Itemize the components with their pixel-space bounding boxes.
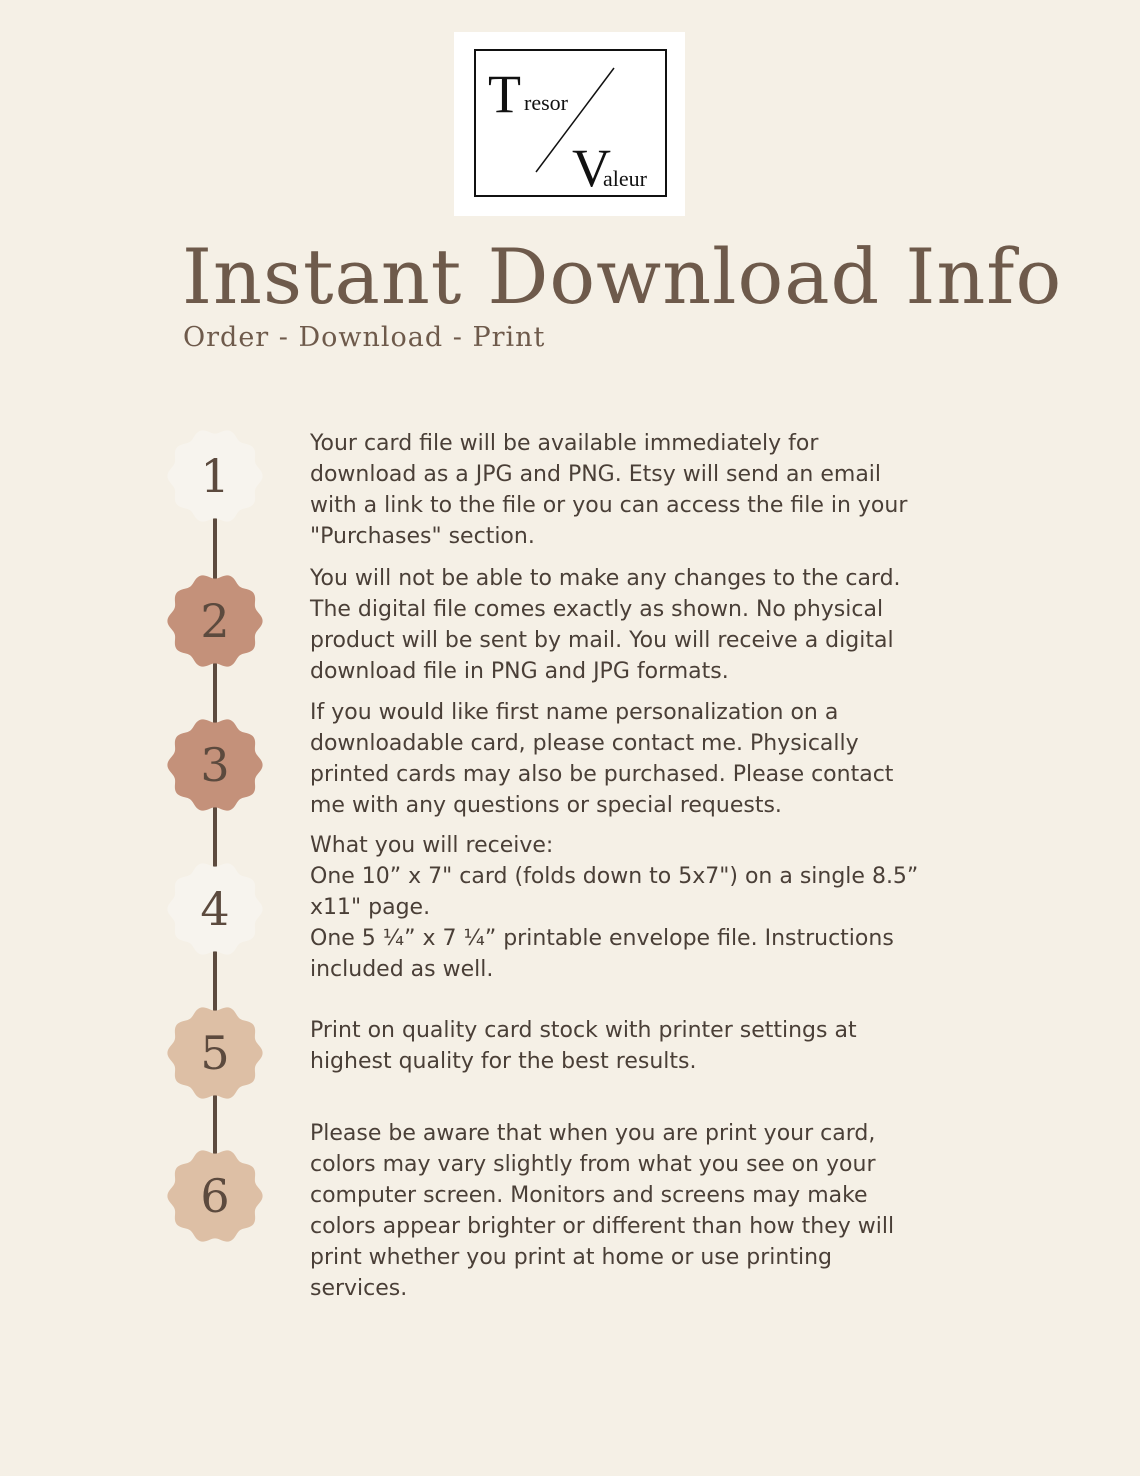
logo-mark [454, 32, 685, 216]
step-number-4: 4 [200, 882, 230, 936]
step-badge-5 [167, 1005, 263, 1101]
logo [454, 32, 685, 216]
logo-word-resor: resor [524, 90, 568, 115]
step-number-6: 6 [200, 1169, 230, 1223]
step-text-4: What you will receive: One 10” x 7" card (folds down to 5x7") on a single 8.5” x11" page. One 5 ¼” x 7 ¼” printable envelope file. Instructions included as well. [310, 833, 919, 982]
logo-letter-t: T [488, 64, 521, 124]
page-subtitle: Order - Download - Print [183, 322, 546, 353]
step-number-3: 3 [200, 738, 230, 792]
step-text-3: If you would like first name personalization on a downloadable card, please contact me. Physically printed cards may also be purchased. Please contact me with any questions or special requests. [310, 700, 894, 818]
step-text-2: You will not be able to make any changes to the card. The digital file comes exactly as shown. No physical product will be sent by mail. You will receive a digital download file in PNG and JPG formats. [310, 566, 901, 684]
page-title: Instant Download Info [182, 232, 1063, 321]
step-number-5: 5 [200, 1026, 230, 1080]
step-badge-6 [167, 1148, 263, 1244]
logo-letter-v: V [572, 138, 611, 198]
step-number-1: 1 [200, 449, 230, 503]
step-badge-3 [167, 717, 263, 813]
step-badge-4 [167, 861, 263, 957]
step-badge-2 [167, 573, 263, 669]
step-text-6: Please be aware that when you are print your card, colors may vary slightly from what you see on your computer screen. Monitors and screens may make colors appear brighter or different than how they will print whether you print at home or use printing services. [310, 1121, 895, 1301]
logo-word-aleur: aleur [603, 166, 647, 191]
step-text-1: Your card file will be available immediately for download as a JPG and PNG. Etsy will send an email with a link to the file or you can access the file in your "Purchases" section. [310, 431, 908, 549]
step-text-5: Print on quality card stock with printer settings at highest quality for the best results. [310, 1018, 857, 1074]
step-badge-1 [167, 428, 263, 524]
step-number-2: 2 [200, 594, 230, 648]
